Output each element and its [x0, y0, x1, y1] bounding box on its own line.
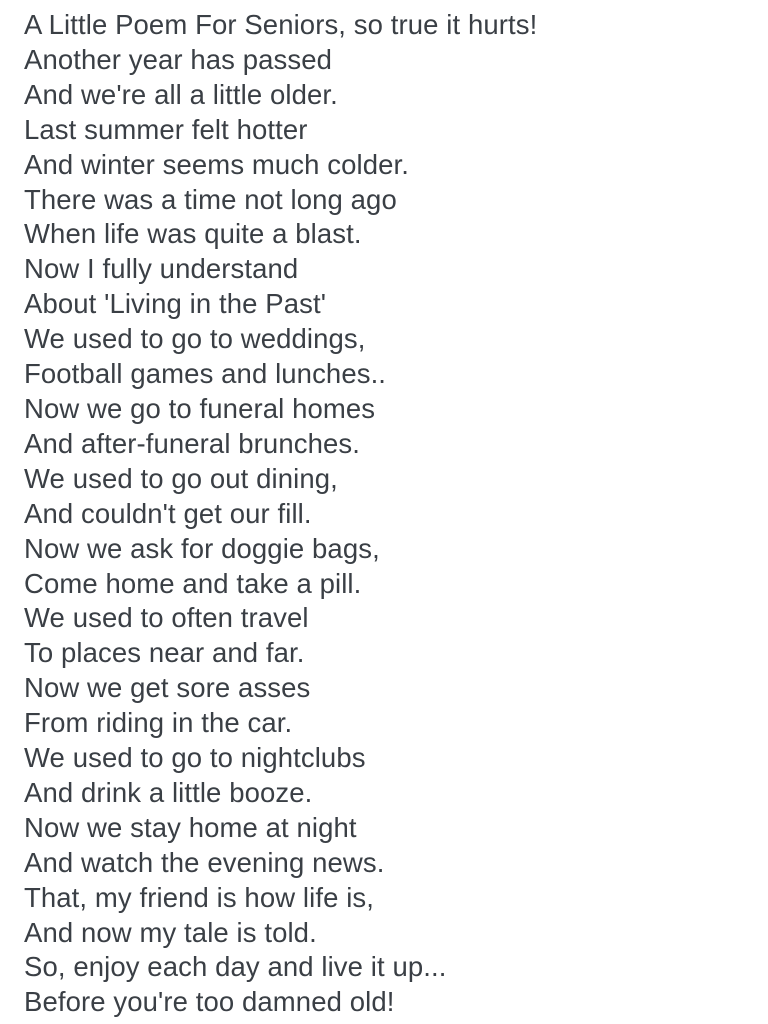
poem-line: And we're all a little older. [24, 78, 338, 110]
poem-line: And couldn't get our fill. [24, 497, 312, 529]
poem-line: Before you're too damned old! [24, 986, 395, 1018]
poem-line: About 'Living in the Past' [24, 288, 327, 320]
poem-line: And after-funeral brunches. [24, 427, 360, 459]
poem-line: A Little Poem For Seniors, so true it hurts! [24, 9, 538, 40]
poem-line: And now my tale is told. [24, 916, 317, 948]
poem-line: And watch the evening news. [24, 846, 385, 878]
poem-line: Now we stay home at night [24, 811, 357, 843]
poem-line: Now I fully understand [24, 253, 299, 285]
poem-line: Come home and take a pill. [24, 567, 362, 599]
poem-line: To places near and far. [24, 637, 305, 669]
poem-line: From riding in the car. [24, 707, 293, 739]
poem-line: And winter seems much colder. [24, 148, 410, 180]
poem-line: Now we ask for doggie bags, [24, 532, 380, 564]
poem-line: We used to go to nightclubs [24, 742, 366, 774]
poem-line: And drink a little booze. [24, 776, 313, 808]
poem-line: Now we get sore asses [24, 672, 311, 704]
poem-line: Now we go to funeral homes [24, 392, 376, 424]
poem-line: There was a time not long ago [24, 183, 397, 215]
poem-line: We used to go out dining, [24, 462, 338, 494]
poem-line: Another year has passed [24, 43, 333, 75]
poem-line: When life was quite a blast. [24, 218, 362, 250]
poem-line: Last summer felt hotter [24, 113, 308, 145]
poem-line: Football games and lunches.. [24, 358, 387, 390]
poem-line: We used to often travel [24, 602, 309, 634]
poem-line: So, enjoy each day and live it up... [24, 951, 447, 983]
poem-line: We used to go to weddings, [24, 323, 366, 355]
poem-line: That, my friend is how life is, [24, 881, 375, 913]
